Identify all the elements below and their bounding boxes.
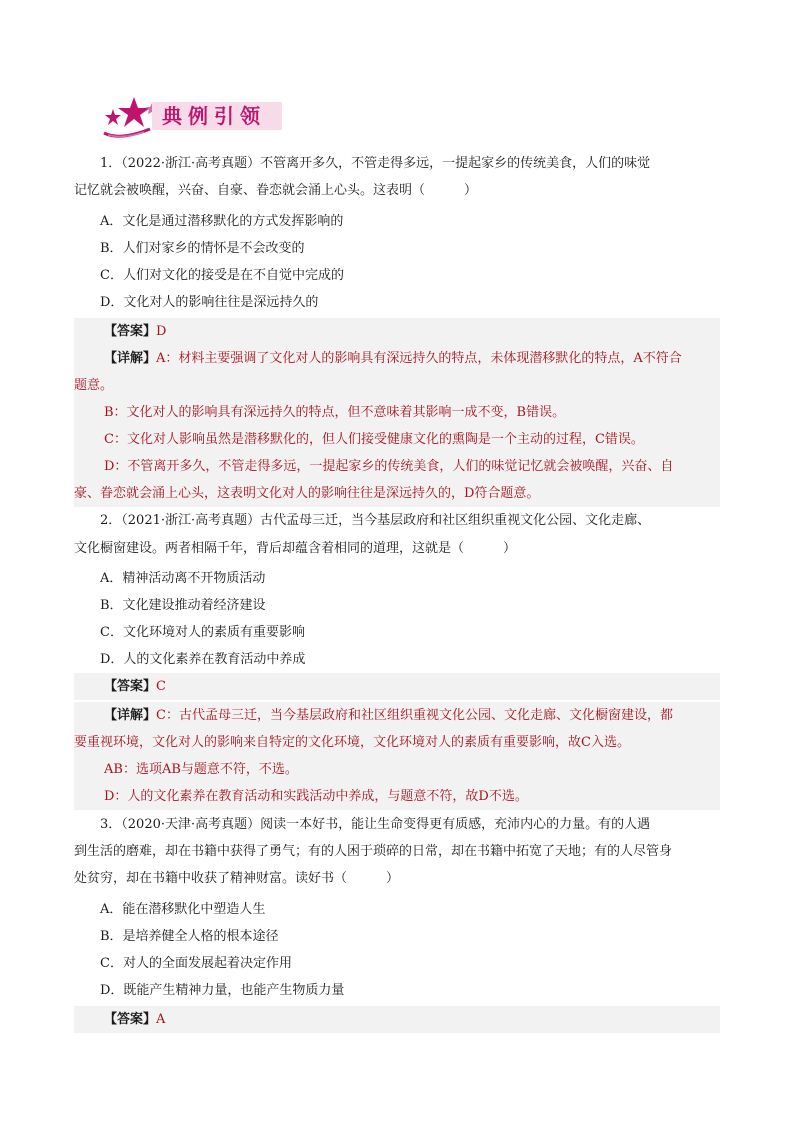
question-1-explain-4: C：文化对人影响虽然是潜移默化的，但人们接受健康文化的熏陶是一个主动的过程，C错误。 bbox=[74, 426, 720, 453]
answer-value: A bbox=[156, 1012, 166, 1027]
answer-label: 【答案】 bbox=[104, 324, 157, 339]
section-banner bbox=[100, 95, 290, 141]
answer-value: C bbox=[156, 679, 166, 694]
question-3-line-3: 处贫穷，却在书籍中收获了精神财富。读好书（ ） bbox=[74, 871, 400, 886]
question-3-line-1: 3．（2020·天津·高考真题）阅读一本好书，能让生命变得更有质感，充沛内心的力量。有的人遇 bbox=[100, 817, 651, 832]
question-2-answer bbox=[74, 673, 720, 700]
answer-label: 【答案】 bbox=[104, 679, 157, 694]
question-3-answer bbox=[74, 1006, 720, 1033]
question-1-option-c: C．人们对文化的接受是在不自觉中完成的 bbox=[100, 268, 344, 283]
explain-label: 【详解】 bbox=[104, 351, 157, 366]
question-1-explain-2: 题意。 bbox=[74, 372, 720, 399]
question-1-answer bbox=[74, 318, 720, 345]
question-1-option-d: D．文化对人的影响往往是深远持久的 bbox=[100, 295, 319, 310]
question-2-option-b: B．文化建设推动着经济建设 bbox=[100, 598, 266, 613]
question-1-line-1: 1．（2022·浙江·高考真题）不管离开多久，不管走得多远，一提起家乡的传统美食，人们的味觉 bbox=[100, 156, 651, 171]
question-1-explain-3: B：文化对人的影响具有深远持久的特点，但不意味着其影响一成不变，B错误。 bbox=[74, 399, 720, 426]
explain-text: A：材料主要强调了文化对人的影响具有深远持久的特点，未体现潜移默化的特点，A不符合 bbox=[156, 351, 682, 366]
question-1-explain-1 bbox=[74, 345, 720, 372]
question-1-line-2: 记忆就会被唤醒，兴奋、自豪、眷恋就会涌上心头。这表明（ ） bbox=[74, 183, 478, 198]
question-2-explain-1 bbox=[74, 702, 720, 729]
question-1-explain-6: 豪、眷恋就会涌上心头，这表明文化对人的影响往往是深远持久的，D符合题意。 bbox=[74, 480, 720, 507]
question-2-line-2: 文化橱窗建设。两者相隔千年，背后却蕴含着相同的道理，这就是（ ） bbox=[74, 541, 517, 556]
question-3-option-b: B．是培养健全人格的根本途径 bbox=[100, 929, 279, 944]
explain-text: C：古代孟母三迁，当今基层政府和社区组织重视文化公园、文化走廊、文化橱窗建设，都 bbox=[156, 708, 673, 723]
question-3-option-c: C．对人的全面发展起着决定作用 bbox=[100, 956, 292, 971]
explain-label: 【详解】 bbox=[104, 708, 157, 723]
banner-title: 典例引领 bbox=[162, 104, 266, 128]
question-2-option-a: A．精神活动离不开物质活动 bbox=[100, 571, 266, 586]
question-2-option-c: C．文化环境对人的素质有重要影响 bbox=[100, 625, 305, 640]
question-2-option-d: D．人的文化素养在教育活动中养成 bbox=[100, 652, 306, 667]
question-3-option-d: D．既能产生精神力量，也能产生物质力量 bbox=[100, 983, 345, 998]
answer-value: D bbox=[156, 324, 167, 339]
question-1-option-b: B．人们对家乡的情怀是不会改变的 bbox=[100, 241, 305, 256]
question-3-line-2: 到生活的磨难，却在书籍中获得了勇气；有的人困于琐碎的日常，却在书籍中拓宽了天地；有的人尽管身 bbox=[74, 844, 673, 859]
question-2-line-1: 2．（2021·浙江·高考真题）古代孟母三迁，当今基层政府和社区组织重视文化公园、文化走廊、 bbox=[100, 513, 651, 528]
question-2-explain-2: 要重视环境，文化对人的影响来自特定的文化环境，文化环境对人的素质有重要影响，故C入选。 bbox=[74, 729, 720, 756]
question-2-explain-4: D：人的文化素养在教育活动和实践活动中养成，与题意不符，故D不选。 bbox=[74, 783, 720, 810]
question-3-option-a: A．能在潜移默化中塑造人生 bbox=[100, 902, 266, 917]
question-2-explain-3: AB：选项AB与题意不符，不选。 bbox=[74, 756, 720, 783]
question-1-option-a: A．文化是通过潜移默化的方式发挥影响的 bbox=[100, 214, 344, 229]
question-1-explain-5: D：不管离开多久，不管走得多远，一提起家乡的传统美食，人们的味觉记忆就会被唤醒，兴奋、自 bbox=[74, 453, 720, 480]
answer-label: 【答案】 bbox=[104, 1012, 157, 1027]
